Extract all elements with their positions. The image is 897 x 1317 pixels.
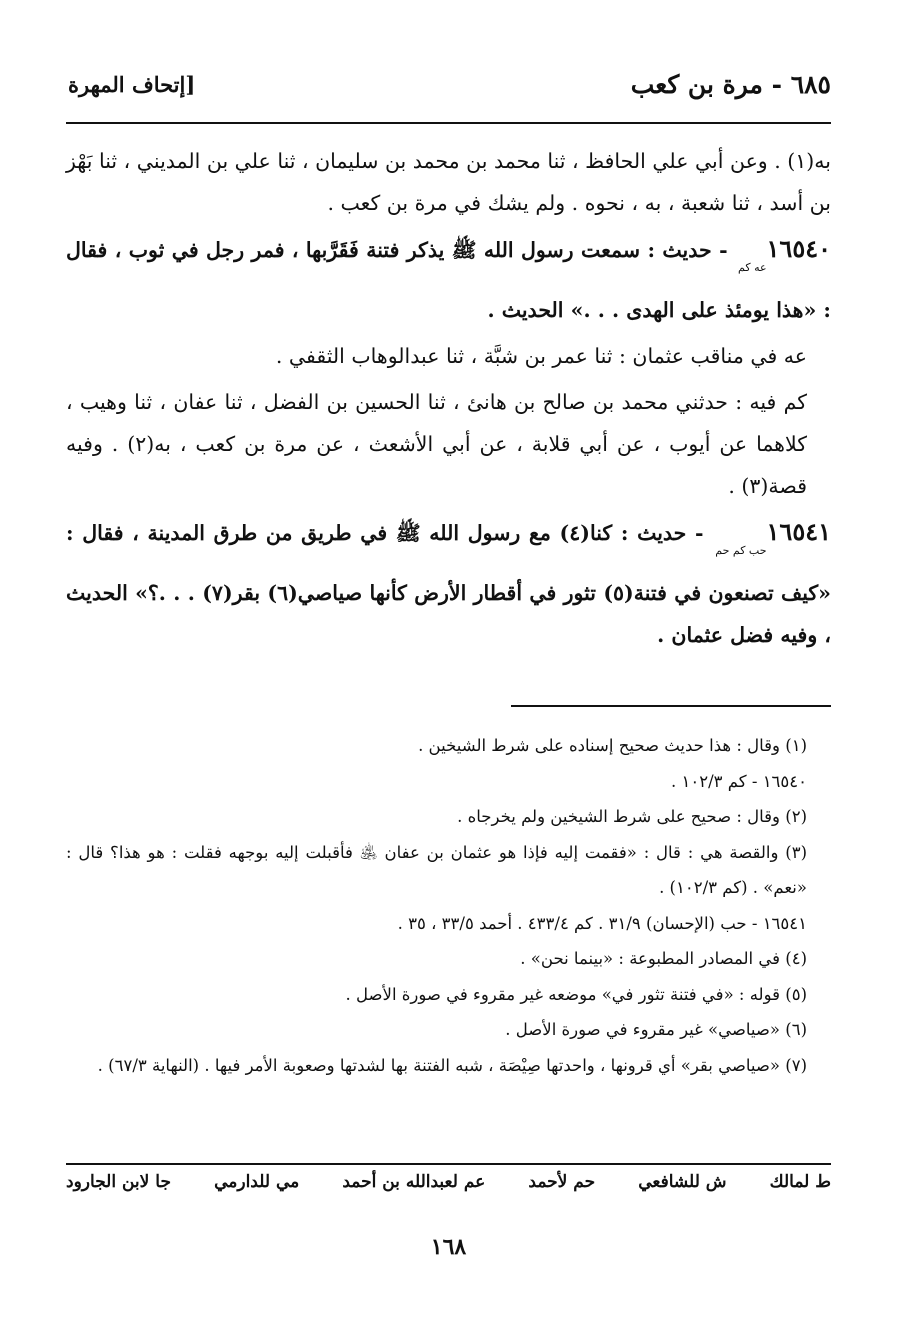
- footnote-1: (١) وقال : هذا حديث صحيح إسناده على شرط الشيخين .: [418, 736, 807, 755]
- legend-rule: [66, 1163, 831, 1165]
- header-rule: [66, 122, 831, 124]
- legend-item: جا لابن الجارود: [66, 1172, 171, 1192]
- continuation-paragraph: به(١) . وعن أبي علي الحافظ ، ثنا محمد بن محمد بن سليمان ، ثنا علي بن المديني ، ثنا بَهْز بن أسد ، ثنا شعبة ، به ، نحوه . ولم يشك في مرة بن كعب .: [66, 149, 831, 215]
- source-codes: حب كم حم: [715, 544, 767, 557]
- legend-item: حم لأحمد: [528, 1172, 596, 1192]
- footnote-rule: [511, 705, 831, 707]
- legend-item: ش للشافعي: [638, 1172, 727, 1192]
- reference-16540: ١٦٥٤٠ - كم ١٠٢/٣ .: [671, 771, 807, 791]
- footnote-7: (٧) «صياصي بقر» أي قرونها ، واحدتها صِيْصَة ، شبه الفتنة بها لشدتها وصعوبة الأمر فيها . (النهاية ٦٧/٣) .: [97, 1055, 807, 1075]
- source-codes: عه كم: [738, 261, 767, 274]
- hadith-entry-16540: ١٦٥٤٠عه كم - حديث : سمعت رسول الله ﷺ يذكر فتنة فَقَرَّبها ، فمر رجل في ثوب ، فقال : «هذا يومئذ على الهدى . . .» الحديث .: [66, 234, 831, 322]
- chapter-title: ٦٨٥ - مرة بن كعب: [630, 70, 831, 99]
- legend-item: مي للدارمي: [214, 1172, 300, 1192]
- footnote-2: (٢) وقال : صحيح على شرط الشيخين ولم يخرجاه .: [457, 807, 807, 826]
- reference-16541: ١٦٥٤١ - حب (الإحسان) ٣١/٩ . كم ٤٣٣/٤ . أحمد ٣٣/٥ ، ٣٥ .: [397, 913, 807, 933]
- abbreviation-legend: [66, 1172, 831, 1192]
- hadith-number: ١٦٥٤١: [766, 517, 831, 546]
- footnote-6: (٦) «صياصي» غير مقروء في صورة الأصل .: [505, 1020, 807, 1039]
- source-line: عه في مناقب عثمان : ثنا عمر بن شبَّة ، ثنا عبدالوهاب الثقفي .: [275, 344, 807, 368]
- book-title: [إتحاف المهرة: [68, 72, 196, 97]
- footnotes: [66, 728, 831, 1083]
- footnote-5: (٥) قوله : «في فتنة تثور في» موضعه غير مقروء في صورة الأصل .: [345, 984, 807, 1004]
- page-number: ١٦٨: [430, 1234, 467, 1260]
- footnote-3: (٣) والقصة هي : قال : «فقمت إليه فإذا هو عثمان بن عفان ﵁ فأقبلت إليه بوجهه فقلت : هو هذا؟ قال : «نعم» . (كم ١٠٢/٣) .: [66, 842, 807, 897]
- footnote-4: (٤) في المصادر المطبوعة : «بينما نحن» .: [520, 949, 807, 968]
- legend-item: ط لمالك: [769, 1172, 831, 1192]
- hadith-label: حديث :: [647, 238, 712, 262]
- running-header: [68, 70, 831, 104]
- main-text: [66, 140, 831, 660]
- hadith-text: سمعت رسول الله ﷺ يذكر فتنة فَقَرَّبها ، فمر رجل في ثوب ، فقال : «هذا يومئذ على الهدى . . .» الحديث .: [66, 238, 831, 322]
- source-line: كم فيه : حدثني محمد بن صالح بن هانئ ، ثنا الحسين بن الفضل ، ثنا عفان ، ثنا وهيب ، كلاهما عن أيوب ، عن أبي قلابة ، عن أبي الأشعث ، عن مرة بن كعب ، به(٢) . وفيه قصة(٣) .: [66, 390, 807, 498]
- hadith-entry-16541: ١٦٥٤١حب كم حم - حديث : كنا(٤) مع رسول الله ﷺ في طريق من طرق المدينة ، فقال : «كيف تصنعون في فتنة(٥) تثور في أقطار الأرض كأنها صياصي(٦) بقر(٧) . . .؟» الحديث ، وفيه فضل عثمان .: [66, 517, 831, 647]
- legend-item: عم لعبدالله بن أحمد: [342, 1172, 486, 1192]
- hadith-label: حديث :: [620, 521, 687, 545]
- hadith-number: ١٦٥٤٠: [766, 234, 831, 263]
- hadith-text: كنا(٤) مع رسول الله ﷺ في طريق من طرق المدينة ، فقال : «كيف تصنعون في فتنة(٥) تثور في أقطار الأرض كأنها صياصي(٦) بقر(٧) . . .؟» الحديث ، وفيه فضل عثمان .: [66, 521, 831, 647]
